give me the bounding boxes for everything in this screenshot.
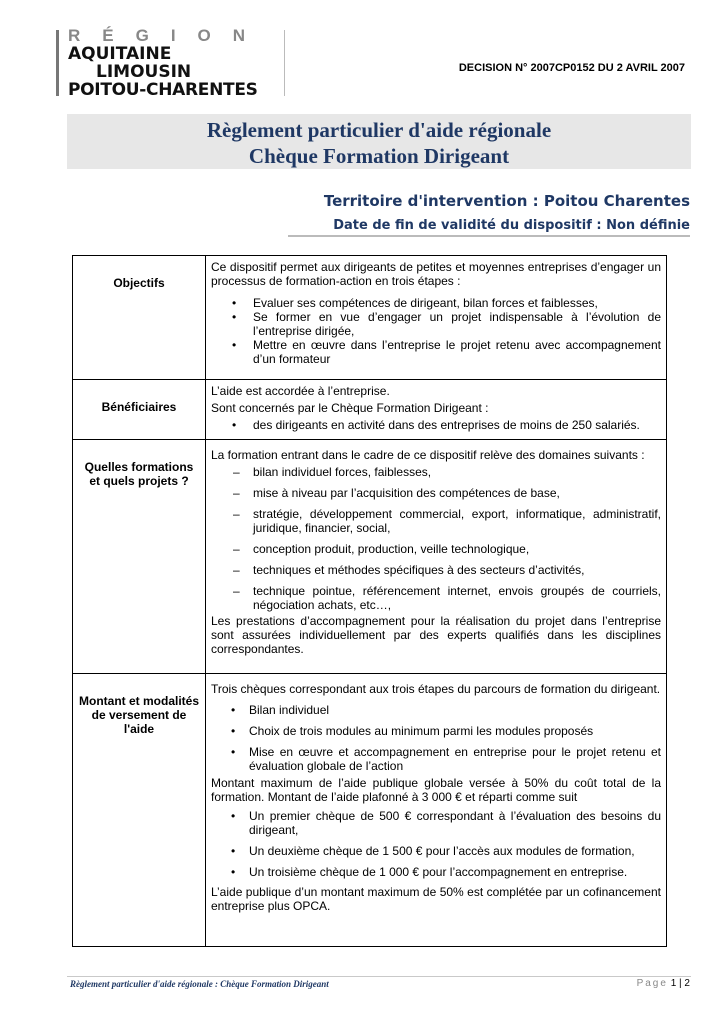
formations-item: – techniques et méthodes spécifiques à des secteurs d’activités, [211,563,661,577]
formations-item: – mise à niveau par l’acquisition des compétences de base, [211,486,661,500]
region-logo [56,26,288,98]
objectifs-list [211,296,661,366]
footer-page-number [637,978,690,989]
beneficiaires-item: • des dirigeants en activité dans des entreprises de moins de 250 salariés. [211,418,661,432]
formations-list [211,465,661,612]
formations-item: – stratégie, développement commercial, export, informatique, administratif, juridique, financier, social, [211,507,661,535]
title-line-1: Règlement particulier d'aide régionale [206,118,552,142]
title-line-2: Chèque Formation Dirigeant [248,144,510,168]
montant-cheque-item: • Un deuxième chèque de 1 500 € pour l’accès aux modules de formation, [211,844,661,858]
row-montant [73,674,667,947]
title-box [67,114,691,169]
row-objectifs [73,256,667,380]
label-objectifs: Objectifs [73,256,206,380]
beneficiaires-p2: Sont concernés par le Chèque Formation Dirigeant : [211,401,489,415]
footer-page-label: Page [636,978,668,989]
heading-underline [288,235,690,237]
montant-p3: L’aide publique d’un montant maximum de 50% est complétée par un cofinancement entreprise plus OPCA. [211,885,661,913]
montant-list-1 [211,703,661,773]
footer-divider [67,976,691,977]
objectifs-intro: Ce dispositif permet aux dirigeants de petites et moyennes entreprises d’engager un processus de formation-action en trois étapes : [211,260,661,288]
montant-p2: Montant maximum de l’aide publique globale versée à 50% du coût total de la formation. Montant de l’aide plafonné à 3 000 € et réparti comme suit [211,776,661,804]
montant-cheque-item: • Un premier chèque de 500 € correspondant à l’évaluation des besoins du dirigeant, [211,809,661,837]
content-objectifs [206,256,667,380]
label-formations: Quelles formations et quels projets ? [73,440,206,674]
objectifs-item: • Evaluer ses compétences de dirigeant, bilan forces et faiblesses, [211,296,661,310]
montant-list-2 [211,809,661,879]
logo-divider [284,30,285,96]
label-montant: Montant et modalités de versement de l'aide [73,674,206,947]
logo-line-limousin: LIMOUSIN [96,62,192,82]
montant-cheque-item: • Un troisième chèque de 1 000 € pour l’accompagnement en entreprise. [211,865,661,879]
content-montant [206,674,667,947]
formations-item: – bilan individuel forces, faiblesses, [211,465,661,479]
date-fin-validite: Date de fin de validité du dispositif : Non définie [333,218,690,233]
content-beneficiaires [206,380,667,440]
beneficiaires-list [211,418,661,432]
formations-item: – technique pointue, référencement internet, envois groupés de courriels, négociation achats, etc…, [211,584,661,612]
logo-region: RÉGION [68,26,268,45]
row-beneficiaires [73,380,667,440]
label-beneficiaires: Bénéficiaires [73,380,206,440]
territoire-heading: Territoire d'intervention : Poitou Charentes [323,192,690,210]
decision-reference: DECISION N° 2007CP0152 DU 2 AVRIL 2007 [458,62,685,74]
montant-intro: Trois chèques correspondant aux trois étapes du parcours de formation du dirigeant. [211,682,661,696]
footer-page-num: 1 | 2 [670,978,690,989]
montant-item: • Choix de trois modules au minimum parmi les modules proposés [211,724,661,738]
reglement-table [72,255,667,947]
objectifs-item: • Se former en vue d’engager un projet indispensable à l’évolution de l’entreprise dirigée, [211,310,661,338]
formations-item: – conception produit, production, veille technologique, [211,542,661,556]
logo-line-poitou: POITOU-CHARENTES [68,80,258,100]
montant-item: • Mise en œuvre et accompagnement en entreprise pour le projet retenu et évaluation globale de l’action [211,745,661,773]
row-formations [73,440,667,674]
montant-item: • Bilan individuel [211,703,661,717]
beneficiaires-p1: L’aide est accordée à l’entreprise. [211,384,390,398]
objectifs-item: • Mettre en œuvre dans l’entreprise le projet retenu avec accompagnement d’un formateur [211,338,661,366]
footer-document-title: Règlement particulier d'aide régionale : Chèque Formation Dirigeant [70,979,329,989]
logo-line-aquitaine: AQUITAINE [68,44,172,64]
formations-outro: Les prestations d’accompagnement pour la réalisation du projet dans l’entreprise sont assurées individuellement par des experts qualifiés dans les disciplines correspondantes. [211,614,661,656]
logo-bar [56,30,59,96]
formations-intro: La formation entrant dans le cadre de ce dispositif relève des domaines suivants : [211,448,645,462]
content-formations [206,440,667,674]
